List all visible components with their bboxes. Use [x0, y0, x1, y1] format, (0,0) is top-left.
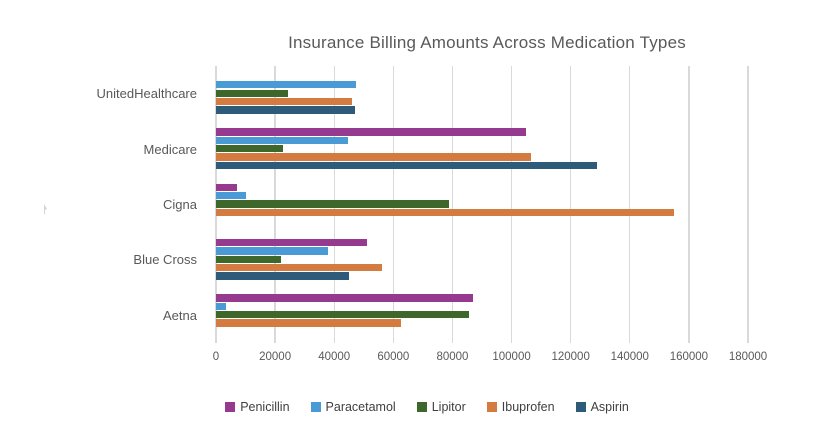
- x-tick-label-140000: 140000: [610, 351, 649, 363]
- bar-paracetamol-aetna: [216, 303, 226, 310]
- category-label-medicare: Medicare: [143, 141, 197, 157]
- legend-label-penicillin: Penicillin: [240, 400, 290, 414]
- bar-lipitor-cigna: [216, 200, 449, 207]
- x-tick-label-0: 0: [212, 351, 220, 363]
- category-label-blue-cross: Blue Cross: [133, 252, 197, 268]
- category-label-aetna: Aetna: [163, 307, 197, 323]
- bar-aspirin-medicare: [216, 162, 597, 169]
- legend: [0, 397, 830, 417]
- legend-item-aspirin: [576, 400, 629, 414]
- legend-label-lipitor: Lipitor: [431, 400, 466, 414]
- bar-aspirin-blue-cross: [216, 272, 349, 279]
- legend-swatch-icon-lipitor: [417, 402, 427, 412]
- legend-label-aspirin: Aspirin: [590, 400, 629, 414]
- x-tick-label-40000: 40000: [318, 351, 351, 363]
- x-tick-label-120000: 120000: [551, 351, 590, 363]
- bar-paracetamol-unitedhealthcare: [216, 81, 356, 88]
- x-tick-label-80000: 80000: [436, 351, 469, 363]
- bar-penicillin-blue-cross: [216, 239, 367, 246]
- legend-swatch-icon-aspirin: [576, 402, 586, 412]
- bar-paracetamol-blue-cross: [216, 247, 328, 254]
- legend-item-penicillin: [225, 400, 289, 414]
- bar-ibuprofen-blue-cross: [216, 264, 382, 271]
- x-tick-label-60000: 60000: [377, 351, 410, 363]
- bar-ibuprofen-cigna: [216, 209, 674, 216]
- bar-ibuprofen-unitedhealthcare: [216, 98, 352, 105]
- chart-title: Insurance Billing Amounts Across Medication Types: [288, 33, 686, 52]
- bar-lipitor-medicare: [216, 145, 283, 152]
- legend-swatch-icon-ibuprofen: [487, 402, 497, 412]
- legend-swatch-icon-paracetamol: [311, 402, 321, 412]
- bar-paracetamol-cigna: [216, 192, 246, 199]
- bar-aspirin-unitedhealthcare: [216, 106, 355, 113]
- gridline-140000: [629, 66, 630, 343]
- plot-area: [216, 66, 748, 343]
- legend-item-paracetamol: [311, 400, 396, 414]
- x-tick-label-180000: 180000: [728, 351, 768, 363]
- legend-label-paracetamol: Paracetamol: [325, 400, 396, 414]
- gridline-120000: [570, 66, 571, 343]
- gridline-180000: [747, 66, 748, 343]
- x-tick-label-160000: 160000: [669, 351, 709, 363]
- bar-paracetamol-medicare: [216, 137, 348, 144]
- bar-lipitor-unitedhealthcare: [216, 90, 288, 97]
- gridline-160000: [688, 66, 689, 343]
- bar-penicillin-cigna: [216, 184, 237, 191]
- category-label-unitedhealthcare: UnitedHealthcare: [96, 86, 197, 102]
- legend-swatch-icon-penicillin: [225, 402, 235, 412]
- legend-item-ibuprofen: [487, 400, 555, 414]
- x-tick-label-100000: 100000: [492, 351, 531, 363]
- bar-ibuprofen-medicare: [216, 153, 531, 160]
- bar-lipitor-blue-cross: [216, 256, 281, 263]
- bar-lipitor-aetna: [216, 311, 469, 318]
- x-tick-label-20000: 20000: [259, 351, 292, 363]
- gridline-100000: [511, 66, 512, 343]
- bar-penicillin-medicare: [216, 128, 526, 135]
- bar-penicillin-aetna: [216, 294, 473, 301]
- legend-item-lipitor: [417, 400, 466, 414]
- bar-ibuprofen-aetna: [216, 319, 401, 326]
- category-label-cigna: Cigna: [163, 197, 197, 212]
- legend-label-ibuprofen: Ibuprofen: [501, 400, 555, 414]
